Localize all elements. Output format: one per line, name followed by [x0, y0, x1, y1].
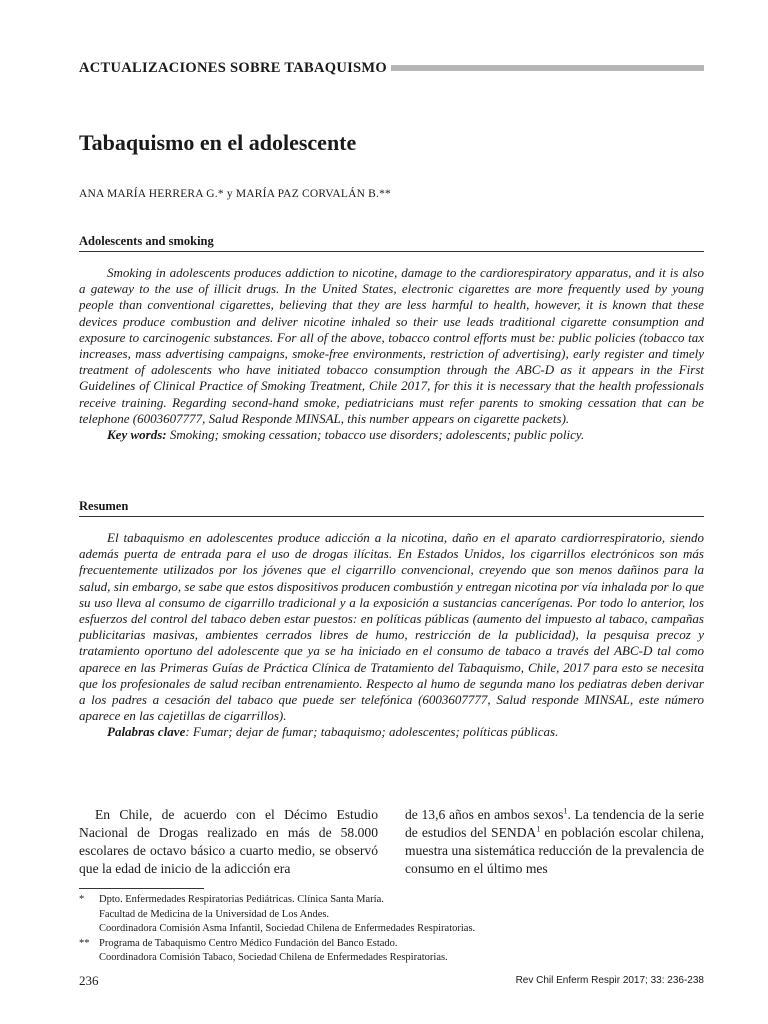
spanish-keywords	[79, 724, 704, 740]
authors: ANA MARÍA HERRERA G.* y MARÍA PAZ CORVALÁN B.**	[79, 188, 391, 200]
section-header-label: ACTUALIZACIONES SOBRE TABAQUISMO	[79, 59, 387, 76]
footnote-line: Programa de Tabaquismo Centro Médico Fundación del Banco Estado.	[99, 937, 398, 949]
english-keywords-label: Key words:	[107, 427, 167, 443]
footnote-line: Dpto. Enfermedades Respiratorias Pediátricas. Clínica Santa María.	[99, 894, 384, 905]
body-column-left	[79, 806, 378, 878]
body-text-part2: . La tendencia de la serie de estudios del SENDA	[405, 807, 705, 840]
body-paragraph-left: En Chile, de acuerdo con el Décimo Estudio Nacional de Drogas realizado en más de 58.000 escolares de octavo básico a cuarto medio, se observó que la edad de inicio de la adicción era	[79, 807, 378, 876]
section-header-bar	[391, 65, 704, 71]
section-header	[79, 58, 704, 78]
footnote-mark: *	[79, 894, 85, 905]
spanish-keywords-label: Palabras clave	[107, 724, 186, 740]
english-keywords	[79, 427, 704, 443]
english-abstract	[79, 265, 704, 443]
english-keywords-text: Smoking; smoking cessation; tobacco use disorders; adolescents; public policy.	[169, 427, 585, 443]
footnote-mark: **	[79, 937, 90, 949]
body-text-part1: de 13,6 años en ambos sexos	[405, 807, 564, 822]
article-title: Tabaquismo en el adolescente	[79, 130, 357, 155]
citation-ref: 1	[536, 824, 541, 834]
body-text-part3: en población escolar chilena, muestra una sistemática reducción de la prevalencia de consumo en el último mes	[405, 825, 704, 876]
footnote-line: Coordinadora Comisión Tabaco, Sociedad Chilena de Enfermedades Respiratorias.	[99, 952, 448, 963]
body-paragraph-right	[405, 806, 704, 878]
english-abstract-body: Smoking in adolescents produces addiction to nicotine, damage to the cardiorespiratory apparatus, and it is also a gateway to the use of illicit drugs. In the United States, electronic cigarettes are more frequently used by young people than conventional cigarettes, believing that they are less harmful to health, however, it is known that these devices produce combustion and deliver nicotine inhaled so their use leads traditional cigarette consumption and exposure to carcinogenic substances. For all of the above, tobacco control efforts must be: public policies (tobacco tax increases, mass advertising campaigns, smoke-free environments, restriction of advertising), early register and timely treatment of adolescents who have initiated tobacco consumption through the ABC-D as it appears in the First Guidelines of Clinical Practice of Smoking Treatment, Chile 2017, for this it is necessary that the health professionals receive training. Regarding second-hand smoke, pediatricians must refer parents to smoking cessation that can be telephone (6003607777, Salud Responde MINSAL, this number appears on cigarette packets).	[79, 265, 704, 426]
page-number: 236	[79, 973, 99, 988]
english-abstract-heading: Adolescents and smoking	[79, 234, 704, 252]
resumen-heading: Resumen	[79, 499, 704, 517]
spanish-abstract-body: El tabaquismo en adolescentes produce adicción a la nicotina, daño en el aparato cardiorrespiratorio, siendo además puerta de entrada para el uso de drogas ilícitas. En Estados Unidos, los cigarrillos electrónicos son más frecuentemente utilizados por los jóvenes que el cigarrillo convencional, creyendo que son menos dañinos para la salud, sin embargo, se sabe que estos dispositivos producen combustión y entregan nicotina por vía inhalada por lo que su uso lleva al consumo de cigarrillo tradicional y a la exposición a sustancias cancerígenas. Por todo lo anterior, los esfuerzos del control del tabaco deben estar puestos: en políticas públicas (aumento del impuesto al tabaco, campañas publicitarias masivas, ambientes cerrados libres de humo, restricción de la publicidad), la pesquisa precoz y tratamiento oportuno del adolescente que ya se ha iniciado en el consumo de tabaco a través del ABC-D tal como aparece en las Primeras Guías de Práctica Clínica de Tratamiento del Tabaquismo, Chile, 2017 para esto se necesita que los profesionales de salud reciban entrenamiento. Respecto al humo de segunda mano los pediatras deben derivar a los padres a cesación del tabaco que puede ser telefónica (6003607777, Salud responde MINSAL, este número aparece en las cajetillas de cigarrillos).	[79, 530, 704, 724]
body-column-right	[405, 806, 704, 878]
footnote	[79, 893, 704, 937]
citation-ref: 1	[563, 806, 568, 816]
footnote-line: Coordinadora Comisión Asma Infantil, Sociedad Chilena de Enfermedades Respiratorias.	[99, 923, 476, 934]
footnotes	[79, 893, 704, 966]
spanish-keywords-text: : Fumar; dejar de fumar; tabaquismo; adolescentes; políticas públicas.	[185, 724, 559, 740]
journal-reference: Rev Chil Enferm Respir 2017; 33: 236-238	[515, 975, 704, 986]
footnote-rule	[79, 888, 204, 889]
spanish-abstract	[79, 530, 704, 741]
footnote-line: Facultad de Medicina de la Universidad de Los Andes.	[99, 908, 330, 920]
footnote	[79, 937, 704, 966]
